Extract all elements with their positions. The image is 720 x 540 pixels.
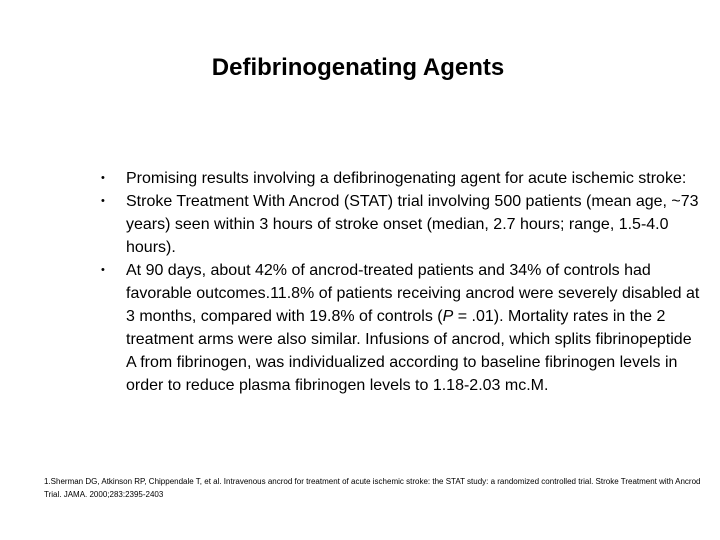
slide-title-text: Defibrinogenating Agents <box>211 54 505 81</box>
bullet-icon: • <box>101 195 105 207</box>
slide-title <box>0 52 720 84</box>
bullet-text-3-before: At 90 days, about 42% of ancrod-treated patients and 34% of controls had favorable outcomes.11.8% of patients receiving ancrod were severely disabled at 3 months, compared with 19.8% of controls ( <box>126 262 700 325</box>
bullet-item-1 <box>101 167 704 190</box>
bullet-icon: • <box>101 264 105 276</box>
bullet-list <box>101 167 704 397</box>
bullet-item-2 <box>101 190 704 259</box>
reference-footnote: 1.Sherman DG, Atkinson RP, Chippendale T, et al. Intravenous ancrod for treatment of acute ischemic stroke: the STAT study: a randomized controlled trial. Stroke Treatment with Ancrod Trial. JAMA. 2000;283:2395-2403 <box>44 477 701 499</box>
bullet-icon: • <box>101 172 105 184</box>
p-value-label: P <box>442 308 454 325</box>
bullet-item-3 <box>101 259 704 397</box>
bullet-text-1: Promising results involving a defibrinogenating agent for acute ischemic stroke: <box>126 170 687 187</box>
bullet-text-2: Stroke Treatment With Ancrod (STAT) trial involving 500 patients (mean age, ~73 years) seen within 3 hours of stroke onset (median, 2.7 hours; range, 1.5-4.0 hours). <box>126 193 699 256</box>
bullet-text-3-after: = .01). Mortality rates in the 2 treatment arms were also similar. Infusions of ancrod, which splits fibrinopeptide A from fibrinogen, was individualized according to baseline fibrinogen levels in order to reduce plasma fibrinogen levels to 1.18-2.03 mc.M. <box>126 308 692 394</box>
